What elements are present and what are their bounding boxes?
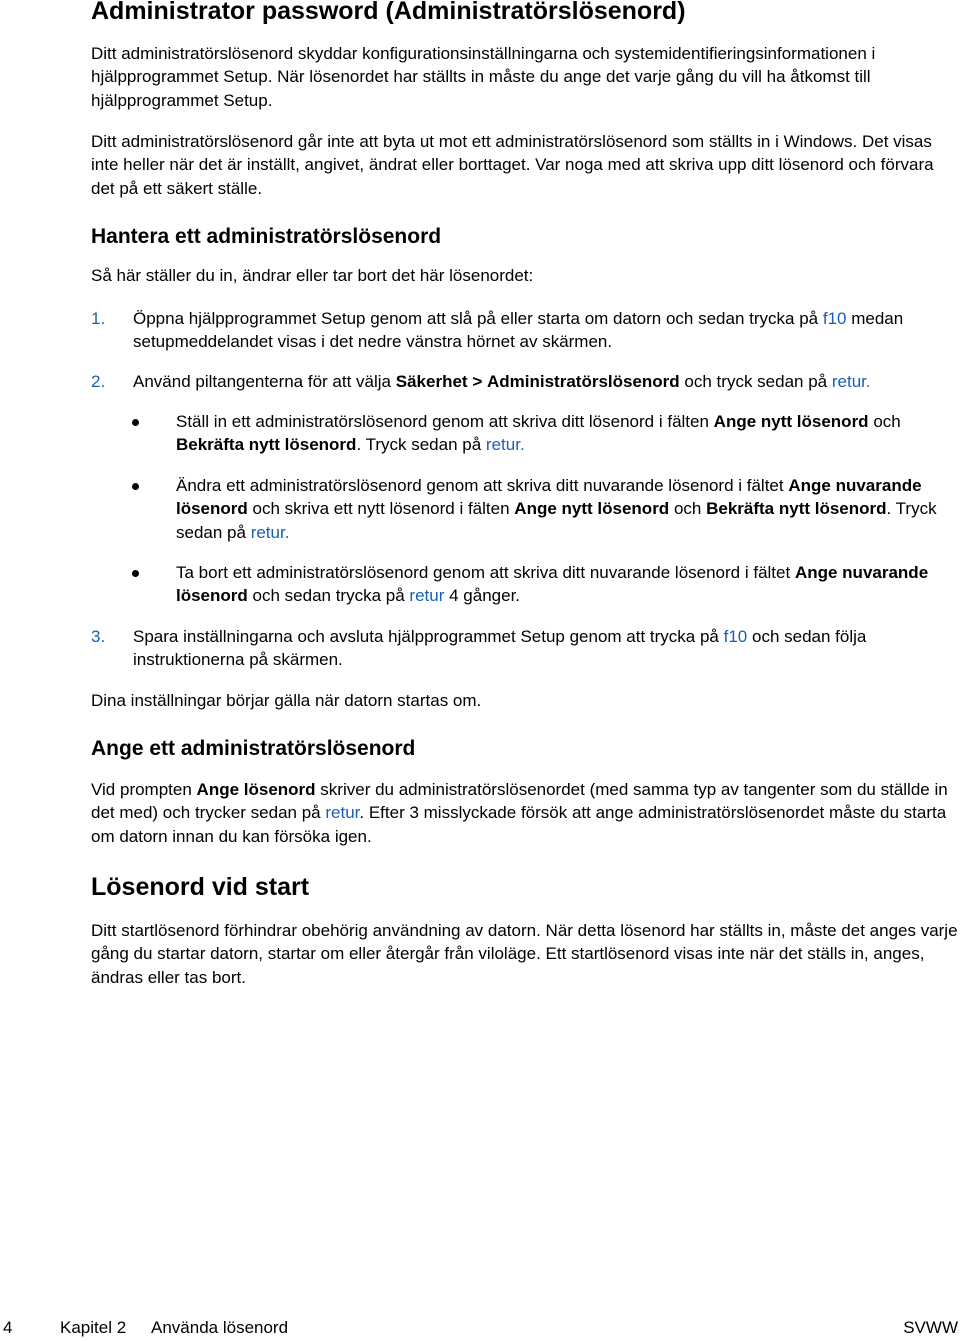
step-2-number: 2.	[91, 372, 106, 391]
step-3-text: Spara inställningarna och avsluta hjälpprogrammet Setup genom att trycka på f10 och sedan följa instruktionerna på skärmen.	[133, 627, 867, 670]
prompt-name: Ange lösenord	[196, 780, 316, 799]
bullet-dot	[132, 419, 139, 426]
footer-chapter-title: Använda lösenord	[151, 1318, 289, 1337]
key-retur: retur	[325, 803, 360, 823]
key-f10: f10	[822, 309, 847, 328]
bullet-change-password: Ändra ett administratörslösenord genom att skriva ditt nuvarande lösenord i fältet Ange nuvarande lösenord och skriva ett nytt lösenord i fälten Ange nytt lösenord och Bekräfta nytt lösenord. Tryck sedan på retur.	[176, 476, 937, 542]
key-retur: retur	[831, 372, 866, 391]
intro-paragraph-1: Ditt administratörslösenord skyddar konfigurationsinställningarna och systemidentifieringsinformationen i hjälpprogrammet Setup. När lösenordet har ställts in måste du ange det varje gång du vill ha åtkomst till hjälpprogrammet Setup.	[91, 44, 876, 110]
key-retur: retur	[250, 522, 285, 542]
bullet-dot	[132, 483, 139, 490]
bullet-set-password: Ställ in ett administratörslösenord genom att skriva ditt lösenord i fälten Ange nytt lösenord och Bekräfta nytt lösenord. Tryck sedan på retur.	[176, 412, 901, 455]
footer-chapter: Kapitel 2	[60, 1318, 127, 1337]
key-f10: f10	[723, 627, 748, 646]
startup-paragraph: Ditt startlösenord förhindrar obehörig användning av datorn. När detta lösenord har ställts in, måste det anges varje gång du startar datorn, startar om eller återgår från viloläge. Ett startlösenord visas inte när det ställs in, anges, ändras eller tas bort.	[91, 921, 958, 987]
step-2-text: Använd piltangenterna för att välja Säkerhet > Administratörslösenord och tryck sedan på retur.	[133, 372, 871, 391]
enter-paragraph: Vid prompten Ange lösenord skriver du administratörslösenordet (med samma typ av tangenter som du ställde in det med) och trycker sedan på retur. Efter 3 misslyckade försök att ange administratörslösenordet måste du starta om datorn innan du kan försöka igen.	[91, 780, 948, 846]
key-retur: retur	[409, 586, 445, 606]
menu-security: Säkerhet	[395, 372, 468, 391]
step-1-text: Öppna hjälpprogrammet Setup genom att slå på eller starta om datorn och sedan trycka på f10 medan setupmeddelandet visas i det nedre vänstra hörnet av skärmen.	[133, 309, 904, 352]
menu-admin-password: Administratörslösenord	[486, 372, 680, 391]
intro-paragraph-2: Ditt administratörslösenord går inte att byta ut mot ett administratörslösenord som ställts in i Windows. Det visas inte heller när det är inställt, angivet, ändrat eller borttaget. Var noga med att skriva upp ditt lösenord och förvara det på ett säkert ställe.	[91, 132, 934, 198]
step-1-number: 1.	[91, 309, 106, 328]
manage-intro: Så här ställer du in, ändrar eller tar bort det här lösenordet:	[91, 266, 534, 285]
manage-outro: Dina inställningar börjar gälla när datorn startas om.	[91, 691, 482, 710]
footer-page-number: 4	[3, 1318, 13, 1337]
bullet-dot	[132, 570, 139, 577]
step-3-number: 3.	[91, 627, 106, 646]
section-heading-enter: Ange ett administratörslösenord	[91, 737, 416, 760]
section-heading-startup: Lösenord vid start	[91, 873, 310, 901]
page-title: Administrator password (Administratörslösenord)	[91, 0, 686, 25]
key-retur: retur	[485, 435, 520, 455]
section-heading-manage: Hantera ett administratörslösenord	[91, 225, 442, 248]
footer-code: SVWW	[903, 1318, 958, 1337]
bullet-remove-password: Ta bort ett administratörslösenord genom att skriva ditt nuvarande lösenord i fältet Ange nuvarande lösenord och sedan trycka på retur 4 gånger.	[176, 563, 929, 606]
